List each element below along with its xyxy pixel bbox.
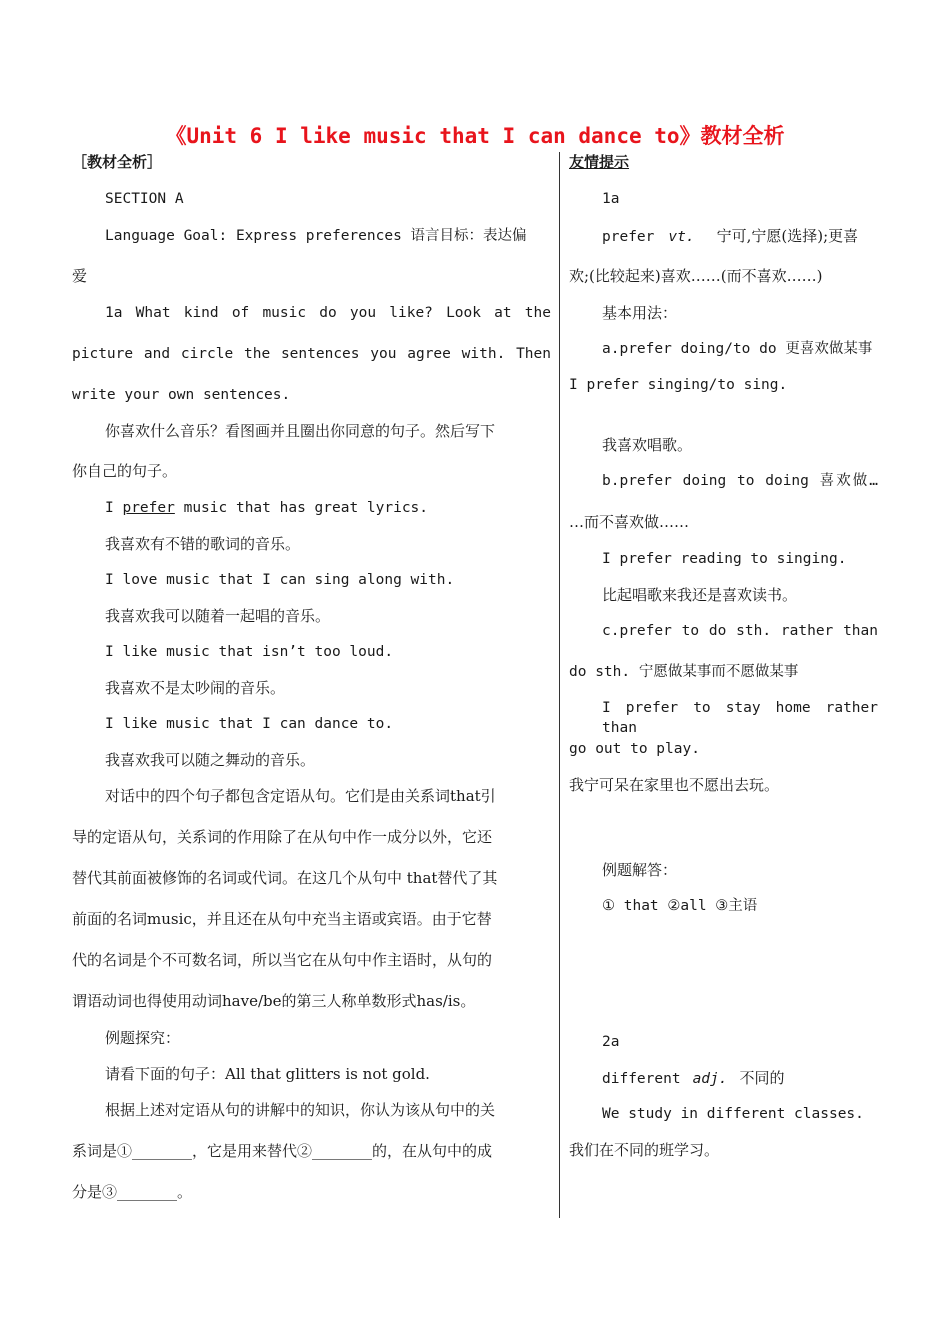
prefer-underlined: prefer: [122, 500, 175, 516]
sentence-1-pre: I: [105, 500, 123, 516]
prefer-pos: vt.: [668, 229, 695, 245]
sentence-3-cn: 我喜欢不是太吵闹的音乐。: [105, 679, 286, 697]
left-header: ［教材全析］: [72, 153, 163, 171]
grammar-paragraph: 谓语动词也得使用动词have/be的第三人称单数形式has/is。: [72, 992, 476, 1010]
task-1a-cn: 你自己的句子。: [72, 462, 178, 480]
language-goal: Language Goal: Express preferences 语言目标：表达偏: [105, 228, 527, 244]
usage-b: b.prefer doing to doing 喜欢做…: [602, 473, 878, 489]
example-sentence: 请看下面的句子：All that glitters is not gold.: [105, 1065, 430, 1083]
right-header: 友情提示: [569, 153, 630, 171]
question-line: 根据上述对定语从句的讲解中的知识，你认为该从句中的关: [105, 1101, 496, 1119]
usage-b-example: I prefer reading to singing.: [602, 551, 847, 567]
sentence-1: [105, 498, 428, 518]
grammar-paragraph: 替代其前面被修饰的名词或代词。在这几个从句中 that替代了其: [72, 869, 498, 887]
task-1a-line: write your own sentences.: [72, 387, 291, 403]
different-example: We study in different classes.: [602, 1106, 864, 1122]
task-1a-cn: 你喜欢什么音乐？看图画并且圈出你同意的句子。然后写下: [105, 422, 496, 440]
prefer-word: prefer: [602, 229, 655, 245]
usage-heading: 基本用法：: [602, 304, 678, 322]
sentence-1-post: music that has great lyrics.: [174, 500, 429, 516]
label-2a: 2a: [602, 1034, 620, 1050]
grammar-paragraph: 前面的名词music，并且还在从句中充当主语或宾语。由于它替: [72, 910, 492, 928]
document-title: 《Unit 6 I like music that I can dance to》教材全析: [165, 124, 785, 148]
answer-heading: 例题解答：: [602, 861, 678, 879]
usage-c-cont: do sth. 宁愿做某事而不愿做某事: [569, 664, 799, 680]
different-definition: [602, 1068, 785, 1089]
sentence-4: I like music that I can dance to.: [105, 716, 394, 732]
question-line: 系词是①________，它是用来替代②________的，在从句中的成: [72, 1142, 493, 1160]
sentence-1-cn: 我喜欢有不错的歌词的音乐。: [105, 535, 301, 553]
usage-c-example-cont: go out to play.: [569, 741, 700, 757]
different-example-cn: 我们在不同的班学习。: [569, 1141, 720, 1159]
usage-b-cont: …而不喜欢做……: [569, 513, 690, 531]
grammar-paragraph: 代的名词是个不可数名词，所以当它在从句中作主语时，从句的: [72, 951, 493, 969]
answer-line: ① that ②all ③主语: [602, 898, 758, 914]
prefer-meaning-cont: 欢;(比较起来)喜欢……(而不喜欢……): [569, 267, 823, 285]
usage-c-example: I prefer to stay home rather than: [602, 700, 878, 736]
example-heading: 例题探究：: [105, 1029, 181, 1047]
prefer-meaning: 宁可,宁愿(选择);更喜: [716, 227, 859, 245]
sentence-2: I love music that I can sing along with.: [105, 572, 455, 588]
usage-c: c.prefer to do sth. rather than: [602, 623, 878, 639]
sentence-3: I like music that isn’t too loud.: [105, 644, 394, 660]
usage-a-example: I prefer singing/to sing.: [569, 377, 788, 393]
different-meaning: 不同的: [739, 1069, 785, 1087]
usage-c-cn: 我宁可呆在家里也不愿出去玩。: [569, 776, 780, 794]
question-line: 分是③________。: [72, 1183, 193, 1201]
prefer-definition: [602, 226, 858, 247]
language-goal-cont: 爱: [72, 267, 88, 285]
different-pos: adj.: [692, 1071, 728, 1087]
section-label: SECTION A: [105, 191, 184, 207]
sentence-2-cn: 我喜欢我可以随着一起唱的音乐。: [105, 607, 331, 625]
different-word: different: [602, 1071, 681, 1087]
column-divider: [559, 152, 560, 1218]
usage-a-cn: 我喜欢唱歌。: [602, 436, 693, 454]
sentence-4-cn: 我喜欢我可以随之舞动的音乐。: [105, 751, 316, 769]
usage-b-cn: 比起唱歌来我还是喜欢读书。: [602, 586, 798, 604]
task-1a-line: picture and circle the sentences you agree with. Then: [72, 346, 551, 362]
label-1a: 1a: [602, 191, 620, 207]
grammar-paragraph: 导的定语从句，关系词的作用除了在从句中作一成分以外，它还: [72, 828, 493, 846]
task-1a-line: 1a What kind of music do you like? Look at the: [105, 305, 551, 321]
usage-a: a.prefer doing/to do 更喜欢做某事: [602, 341, 873, 357]
grammar-paragraph: 对话中的四个句子都包含定语从句。它们是由关系词that引: [105, 787, 496, 805]
